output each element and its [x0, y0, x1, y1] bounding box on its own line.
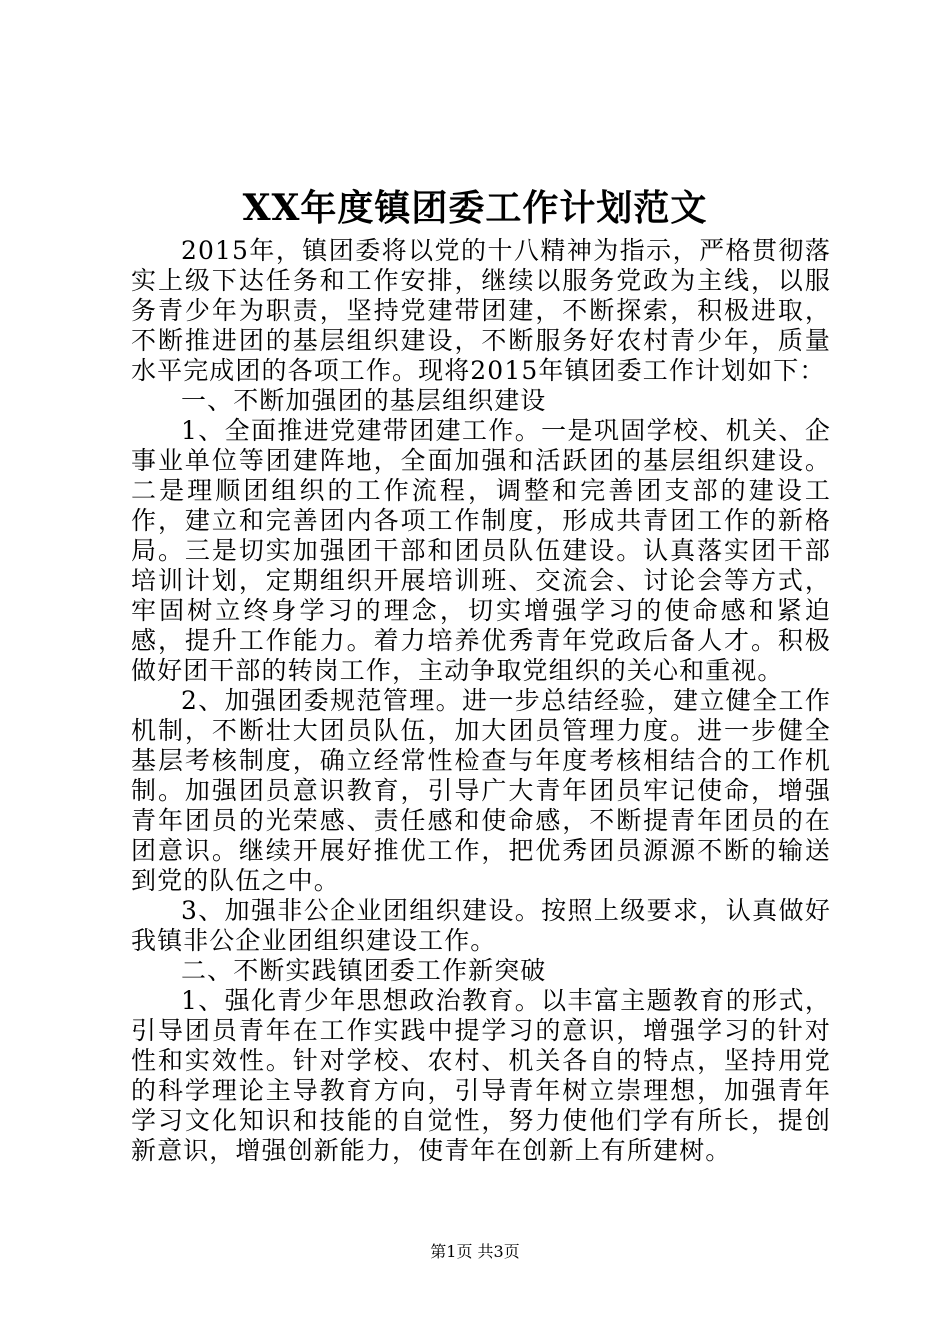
section-heading-1: 一、不断加强团的基层组织建设 [181, 386, 547, 415]
page-number-footer: 第1页 共3页 [430, 1242, 520, 1261]
section-2-item-1: 1、强化青少年思想政治教育。以丰富主题教育的形式，引导团员青年在工作实践中提学习的意识，增强学习的针对性和实效性。针对学校、农村、机关各自的特点，坚持用党的科学理论主导教育方向，引导青年树立崇理想，加强青年学习文化知识和技能的自觉性，努力使他们学有所长，提创新意识，增强创新能力，使青年在创新上有所建树。 [131, 986, 831, 1165]
intro-paragraph: 2015年，镇团委将以党的十八精神为指示，严格贯彻落实上级下达任务和工作安排，继续以服务党政为主线，以服务青少年为职责，坚持党建带团建，不断探索，积极进取，不断推进团的基层组织建设，不断服务好农村青少年，质量水平完成团的各项工作。现将2015年镇团委工作计划如下： [131, 236, 831, 385]
document-title: XX年度镇团委工作计划范文 [242, 187, 708, 229]
section-1-item-3: 3、加强非公企业团组织建设。按照上级要求，认真做好我镇非公企业团组织建设工作。 [131, 896, 831, 955]
document-body [131, 236, 831, 1166]
section-1-item-2: 2、加强团委规范管理。进一步总结经验，建立健全工作机制，不断壮大团员队伍，加大团员管理力度。进一步健全基层考核制度，确立经常性检查与年度考核相结合的工作机制。加强团员意识教育，引导广大青年团员牢记使命，增强青年团员的光荣感、责任感和使命感，不断提青年团员的在团意识。继续开展好推优工作，把优秀团员源源不断的输送到党的队伍之中。 [131, 686, 831, 895]
section-heading-2: 二、不断实践镇团委工作新突破 [181, 956, 547, 985]
section-1-item-1: 1、全面推进党建带团建工作。一是巩固学校、机关、企事业单位等团建阵地，全面加强和活跃团的基层组织建设。二是理顺团组织的工作流程，调整和完善团支部的建设工作，建立和完善团内各项工作制度，形成共青团工作的新格局。三是切实加强团干部和团员队伍建设。认真落实团干部培训计划，定期组织开展培训班、交流会、讨论会等方式，牢固树立终身学习的理念，切实增强学习的使命感和紧迫感，提升工作能力。着力培养优秀青年党政后备人才。积极做好团干部的转岗工作，主动争取党组织的关心和重视。 [131, 416, 831, 685]
